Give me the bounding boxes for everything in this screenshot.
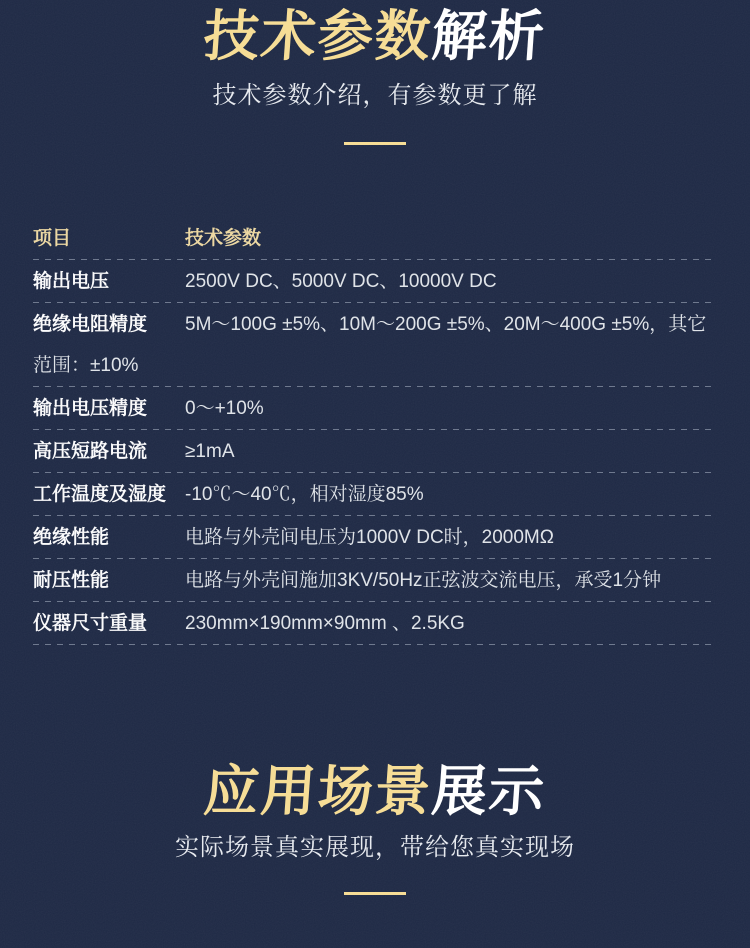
app-scenes-title bbox=[0, 761, 750, 821]
spec-row-value: 电路与外壳间电压为1000V DC时，2000MΩ bbox=[185, 527, 554, 548]
spec-row-label: 耐压性能 bbox=[33, 570, 110, 591]
spec-row-label: 仪器尺寸重量 bbox=[33, 613, 148, 634]
table-row bbox=[33, 516, 717, 559]
tech-params-title-white: 解析 bbox=[429, 5, 549, 67]
spec-row-value: 230mm×190mm×90mm 、2.5KG bbox=[185, 613, 465, 634]
gold-divider-line bbox=[344, 142, 406, 145]
tech-params-subtitle: 技术参数介绍，有参数更了解 bbox=[212, 82, 538, 109]
spec-row-value: ≥1mA bbox=[185, 441, 235, 462]
spec-rows bbox=[33, 260, 717, 645]
table-row bbox=[33, 473, 717, 516]
tech-params-title bbox=[0, 6, 750, 66]
spec-row-value: 5M～100G ±5%、10M～200G ±5%、20M～400G ±5%，其它范围：±10% bbox=[33, 314, 707, 376]
tech-params-title-gold: 技术参数 bbox=[201, 5, 435, 67]
spec-header-param: 技术参数 bbox=[185, 228, 262, 249]
spec-header-item: 项目 bbox=[33, 228, 72, 249]
app-scenes-subtitle: 实际场景真实展现，带给您真实现场 bbox=[175, 834, 575, 861]
tech-params-header bbox=[0, 0, 750, 145]
app-scenes-title-white: 展示 bbox=[429, 760, 549, 822]
spec-row-label: 绝缘电阻精度 bbox=[33, 314, 148, 335]
spec-row-label: 输出电压 bbox=[33, 271, 110, 292]
spec-row-value: -10℃～40℃，相对湿度85% bbox=[185, 484, 424, 505]
table-row bbox=[33, 559, 717, 602]
spec-row-value: 0～+10% bbox=[185, 398, 264, 419]
spec-table bbox=[33, 217, 717, 645]
table-row bbox=[33, 602, 717, 645]
spec-row-label: 绝缘性能 bbox=[33, 527, 110, 548]
app-scenes-title-gold: 应用场景 bbox=[201, 760, 435, 822]
spec-row-label: 高压短路电流 bbox=[33, 441, 148, 462]
table-row bbox=[33, 303, 717, 387]
spec-row-value: 电路与外壳间施加3KV/50Hz正弦波交流电压，承受1分钟 bbox=[185, 570, 662, 591]
app-scenes-header bbox=[0, 761, 750, 895]
spec-row-label: 输出电压精度 bbox=[33, 398, 148, 419]
spec-row-value: 2500V DC、5000V DC、10000V DC bbox=[185, 271, 497, 292]
gold-divider-line bbox=[344, 892, 406, 895]
table-row bbox=[33, 430, 717, 473]
table-row bbox=[33, 260, 717, 303]
table-row bbox=[33, 387, 717, 430]
spec-row-label: 工作温度及湿度 bbox=[33, 484, 167, 505]
spec-table-header bbox=[33, 217, 717, 260]
